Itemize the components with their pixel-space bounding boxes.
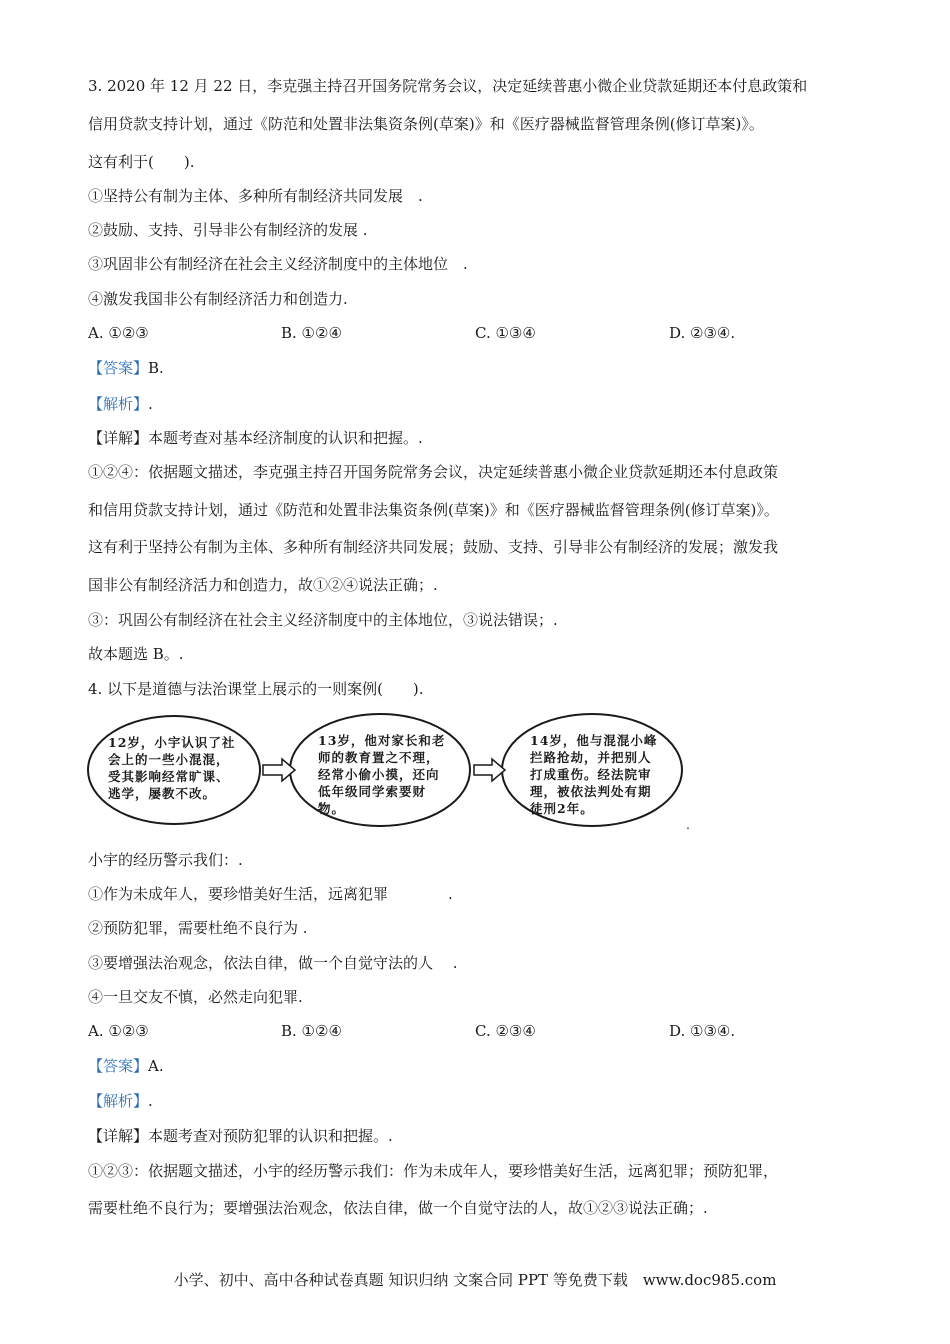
q3-answer	[88, 358, 164, 378]
case-bubble-3-text: 14岁，他与混混小峰拦路抢劫，并把别人打成重伤。经法院审理，被依法判处有期徒刑2年。	[530, 733, 658, 816]
q3-answer-value: B.	[148, 359, 164, 377]
q4-option-d: D. ①③④.	[669, 1022, 736, 1040]
q3-item-2: ②鼓励、支持、引导非公有制经济的发展 .	[88, 221, 368, 239]
q3-stem-line3: 这有利于( ).	[88, 153, 195, 171]
q4-analysis-label: 【解析】	[88, 1092, 149, 1110]
q3-option-a: A. ①②③	[88, 324, 149, 342]
q4-answer	[88, 1056, 164, 1076]
q4-option-c: C. ②③④	[475, 1022, 536, 1040]
q3-option-c: C. ①③④	[475, 324, 536, 342]
q3-detail-line3: 和信用贷款支持计划，通过《防范和处置非法集资条例(草案)》和《医疗器械监督管理条例(修订草案)》。	[88, 501, 779, 519]
q3-stem-line1: 3. 2020 年 12 月 22 日，李克强主持召开国务院常务会议，决定延续普惠小微企业贷款延期还本付息政策和	[88, 77, 808, 95]
q4-analysis	[88, 1091, 153, 1111]
q3-answer-label: 【答案】	[88, 359, 149, 377]
q4-detail-line2: ①②③：依据题文描述，小宇的经历警示我们：作为未成年人，要珍惜美好生活，远离犯罪；预防犯罪，	[88, 1162, 779, 1180]
q3-detail-line4: 这有利于坚持公有制为主体、多种所有制经济共同发展；鼓励、支持、引导非公有制经济的发展；激发我	[88, 538, 779, 556]
q3-analysis-tail: .	[148, 395, 153, 413]
q3-analysis	[88, 394, 153, 414]
case-bubble-2-text: 13岁，他对家长和老师的教育置之不理，经常小偷小摸，还向低年级同学索要财物。	[318, 733, 446, 816]
q3-stem-line2: 信用贷款支持计划，通过《防范和处置非法集资条例(草案)》和《医疗器械监督管理条例(修订草案)》。	[88, 115, 764, 133]
q4-analysis-tail: .	[148, 1092, 153, 1110]
q3-option-d: D. ②③④.	[669, 324, 736, 342]
q4-option-a: A. ①②③	[88, 1022, 149, 1040]
q4-answer-label: 【答案】	[88, 1057, 149, 1075]
q3-analysis-label: 【解析】	[88, 395, 149, 413]
q4-lead: 小宇的经历警示我们：.	[88, 851, 243, 869]
q3-detail-line1: 【详解】本题考查对基本经济制度的认识和把握。.	[88, 429, 423, 447]
q4-answer-value: A.	[148, 1057, 164, 1075]
q3-detail-line2: ①②④：依据题文描述，李克强主持召开国务院常务会议，决定延续普惠小微企业贷款延期还本付息政策	[88, 463, 779, 481]
case-diagram-tail: .	[686, 817, 691, 832]
q3-detail-line6: ③：巩固公有制经济在社会主义经济制度中的主体地位，③说法错误；.	[88, 611, 558, 629]
q3-detail-line5: 国非公有制经济活力和创造力，故①②④说法正确；.	[88, 576, 438, 594]
q4-item-4: ④一旦交友不慎，必然走向犯罪.	[88, 988, 303, 1006]
q3-detail-line7: 故本题选 B。.	[88, 645, 184, 663]
q4-detail-line1: 【详解】本题考查对预防犯罪的认识和把握。.	[88, 1127, 393, 1145]
case-bubble-1-text: 12岁，小宇认识了社会上的一些小混混，受其影响经常旷课、逃学，屡教不改。	[108, 735, 236, 801]
q3-option-b: B. ①②④	[281, 324, 342, 342]
q4-item-3: ③要增强法治观念，依法自律，做一个自觉守法的人 .	[88, 954, 458, 972]
q4-option-b: B. ①②④	[281, 1022, 342, 1040]
q3-item-3: ③巩固非公有制经济在社会主义经济制度中的主体地位 .	[88, 255, 468, 273]
q4-stem: 4. 以下是道德与法治课堂上展示的一则案例( ).	[88, 680, 424, 698]
q3-item-4: ④激发我国非公有制经济活力和创造力.	[88, 290, 348, 308]
arrow-right-icon	[474, 759, 505, 781]
q4-case-diagram	[86, 712, 706, 842]
q3-item-1: ①坚持公有制为主体、多种所有制经济共同发展 .	[88, 187, 423, 205]
q4-item-1: ①作为未成年人，要珍惜美好生活，远离犯罪 .	[88, 885, 453, 903]
q4-detail-line3: 需要杜绝不良行为；要增强法治观念，依法自律，做一个自觉守法的人，故①②③说法正确；.	[88, 1199, 708, 1217]
q4-item-2: ②预防犯罪，需要杜绝不良行为 .	[88, 919, 308, 937]
page-footer: 小学、初中、高中各种试卷真题 知识归纳 文案合同 PPT 等免费下载 www.doc985.com	[173, 1271, 777, 1289]
